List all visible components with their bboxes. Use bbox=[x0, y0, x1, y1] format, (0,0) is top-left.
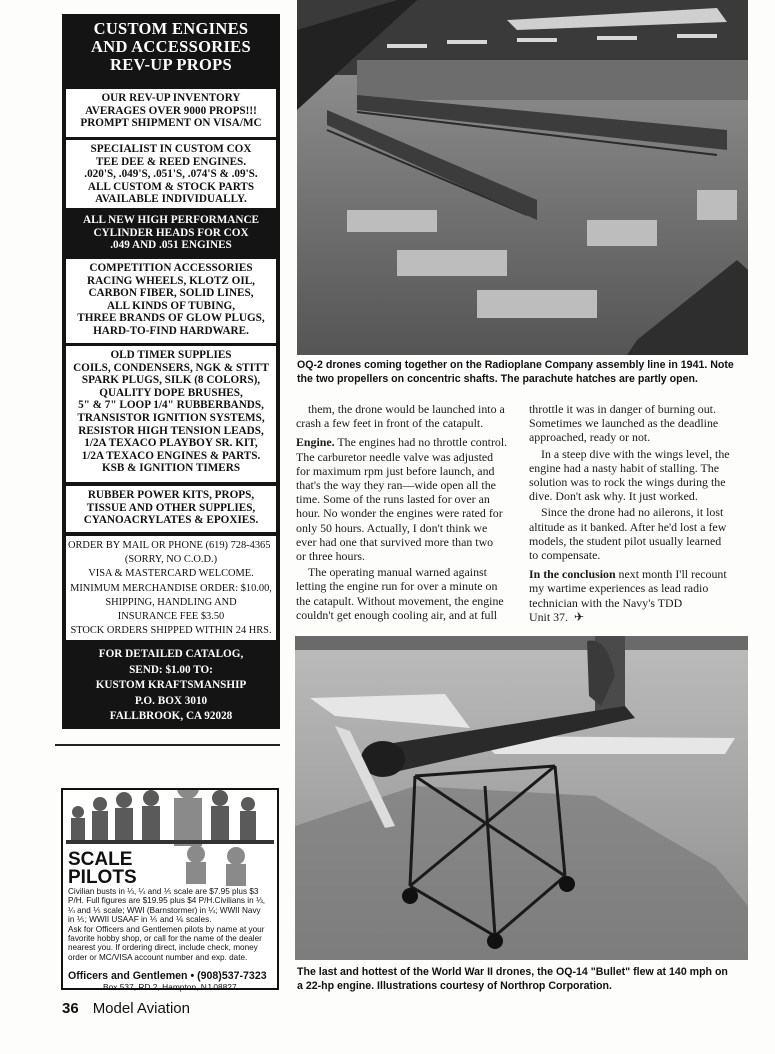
ad-header: CUSTOM ENGINES AND ACCESSORIES REV-UP PROPS bbox=[91, 19, 251, 74]
ad-catalog-address: FOR DETAILED CATALOG, SEND: $1.00 TO: KUSTOM KRAFTSMANSHIP P.O. BOX 3010 FALLBROOK, CA 92028 bbox=[95, 648, 247, 722]
ad-specialist-box: SPECIALIST IN CUSTOM COX TEE DEE & REED ENGINES. .020'S, .049'S, .051'S, .074'S & .09'S. ALL CUSTOM & STOCK PARTS AVAILABLE INDIVIDUALLY. bbox=[66, 140, 276, 208]
oq14-bullet-image bbox=[295, 636, 748, 960]
magazine-name: Model Aviation bbox=[92, 1000, 190, 1017]
ad-cylinder-heads: ALL NEW HIGH PERFORMANCE CYLINDER HEADS FOR COX .049 AND .051 ENGINES bbox=[82, 214, 259, 252]
engine-subhead: Engine. bbox=[296, 435, 335, 450]
officers-gentlemen-contact: Officers and Gentlemen • (908)537-7323 bbox=[68, 970, 267, 982]
page-footer bbox=[62, 1000, 190, 1017]
scale-pilots-title: SCALE PILOTS bbox=[68, 849, 137, 888]
article-column-1: them, the drone would be launched into a crash a few feet in front of the catapult. Engine. The engines had no throttle control. The carburetor needle valve was adjusted for maximum rpm just before launch, and that's the way they ran—wide open all the time. Some of the runs lasted for over an hour. No wonder the engines were rated for only 50 hours. Actually, I don't think we ever had one that survived more than two or three hours. The operating manual warned against letting the engine run for over a minute on the catapult. Without movement, the engine couldn't get enough cooling air, and at full bbox=[296, 402, 508, 622]
custom-engines-ad bbox=[62, 14, 280, 729]
ad-rubber-box: RUBBER POWER KITS, PROPS, TISSUE AND OTHER SUPPLIES, CYANOACRYLATES & EPOXIES. bbox=[66, 486, 276, 532]
oq14-bullet-photo bbox=[295, 636, 748, 960]
officers-gentlemen-address: Box 537, RD 2, Hampton, NJ 08827 bbox=[103, 982, 237, 992]
ad-order-box: ORDER BY MAIL OR PHONE (619) 728-4365 (SORRY, NO C.O.D.) VISA & MASTERCARD WELCOME. MINIMUM MERCHANDISE ORDER: $10.00, SHIPPING, HANDLING AND INSURANCE FEE $3.50 STOCK ORDERS SHIPPED WITHIN 24 HRS. bbox=[66, 536, 276, 640]
bottom-photo-caption: The last and hottest of the World War II drones, the OQ-14 "Bullet" flew at 140 mph on a 22-hp engine. Illustrations courtesy of Northrop Corporation. bbox=[297, 966, 728, 992]
scale-pilots-ad bbox=[61, 788, 279, 990]
article-column-2: throttle it was in danger of burning out. Sometimes we launched as the deadline approached, ready or not. In a steep dive with the wings level, the engine had a nasty habit of stalling. The solution was to rock the wings during the dive. Don't ask why. It just worked. Since the drone had no ailerons, it lost altitude as it banked. After he'd lost a few models, the student pilot usually learned to compensate. In the conclusion next month I'll recount my wartime experiences as lead radio technician with the Navy's TDD Unit 37. ✈ bbox=[529, 402, 730, 624]
top-photo-caption: OQ-2 drones coming together on the Radioplane Company assembly line in 1941. Note the two propellers on concentric shafts. The parachute hatches are partly open. bbox=[297, 359, 734, 385]
conclusion-subhead: In the conclusion bbox=[529, 567, 616, 582]
scale-pilots-body: Civilian busts in ⅓, ¼ and ⅕ scale are $7.95 plus $3 P/H. Full figures are $19.95 plus $4 P/H.Civilians in ⅓, ¼ and ⅕ scale; WWI (Barnstormer) in ¼; WWII Navy in ⅕; WWII USAAF in ⅕ and ⅙ scales. Ask for Officers and Gentlemen pilots by name at your favorite hobby shop, or call for the name of the dealer nearest you. If ordering direct, include check, money order or MC/VISA account number and exp. date. bbox=[68, 887, 266, 962]
end-mark-icon: ✈ bbox=[573, 609, 584, 624]
page-number: 36 bbox=[62, 1000, 79, 1017]
assembly-line-image bbox=[297, 0, 748, 355]
ad-competition-box: COMPETITION ACCESSORIES RACING WHEELS, KLOTZ OIL, CARBON FIBER, SOLID LINES, ALL KINDS OF TUBING, THREE BRANDS OF GLOW PLUGS, HARD-TO-FIND HARDWARE. bbox=[66, 259, 276, 343]
column-rule bbox=[55, 744, 280, 746]
ad-old-timer-box: OLD TIMER SUPPLIES COILS, CONDENSERS, NGK & STITT SPARK PLUGS, SILK (8 COLORS), QUALITY DOPE BRUSHES, 5" & 7" LOOP 1/4" RUBBERBANDS, TRANSISTOR IGNITION SYSTEMS, RESISTOR HIGH TENSION LEADS, 1/2A TEXACO PLAYBOY SR. KIT, 1/2A TEXACO ENGINES & PARTS. KSB & IGNITION TIMERS bbox=[66, 346, 276, 482]
ad-inventory-box: OUR REV-UP INVENTORY AVERAGES OVER 9000 PROPS!!! PROMPT SHIPMENT ON VISA/MC bbox=[66, 89, 276, 137]
assembly-line-photo bbox=[297, 0, 748, 355]
